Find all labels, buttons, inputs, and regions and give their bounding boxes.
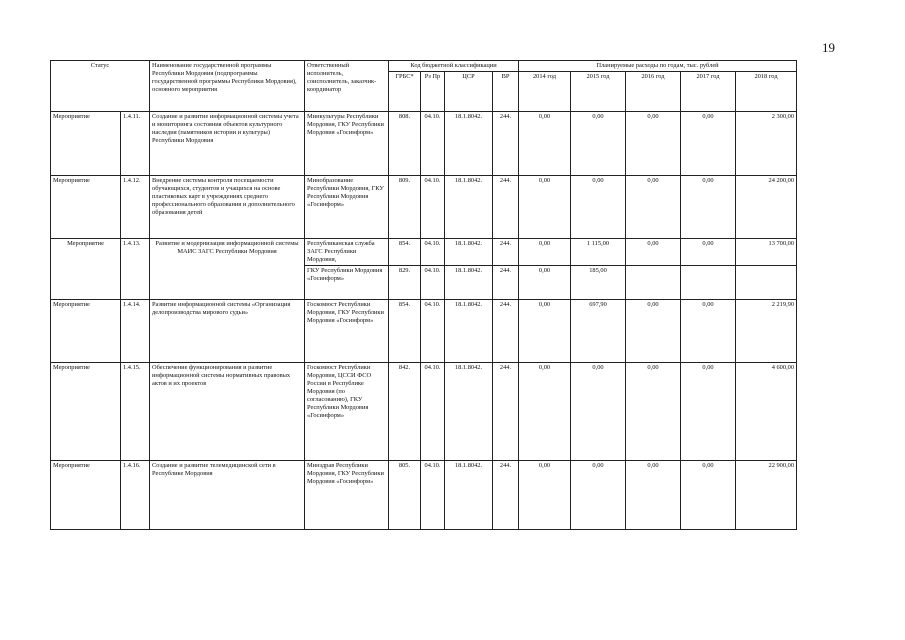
cell-rzpr: 04.10. [421, 112, 445, 176]
table-row [51, 300, 797, 363]
cell-grbs: 808. [389, 112, 421, 176]
row-responsible: Минздрав Республики Мордовия, ГКУ Республики Мордовия «Госинформ» [305, 461, 389, 530]
row-name: Создание и развитие информационной системы учета и мониторинга состояния объектов культурного наследия (памятников истории и культуры) Республики Мордовия [150, 112, 305, 176]
page-number: 19 [822, 40, 835, 55]
cell-2018: 4 600,00 [736, 363, 797, 461]
cell-2018: 2 300,00 [736, 112, 797, 176]
table-row [51, 176, 797, 239]
cell-2017: 0,00 [681, 363, 736, 461]
row-responsible: ГКУ Республики Мордовия «Госинформ» [305, 266, 389, 300]
cell-vr: 244. [493, 266, 519, 300]
cell-2015: 185,00 [571, 266, 626, 300]
cell-csr: 18.1.8042. [445, 239, 493, 266]
row-name: Развитие и модернизация информационной системы МАИС ЗАГС Республики Мордовия [150, 239, 305, 300]
row-responsible: Госкомюст Республики Мордовия, ГКУ Республики Мордовия «Госинформ» [305, 300, 389, 363]
row-responsible: Госкомюст Республики Мордовия, ЦССИ ФСО России в Республике Мордовия (по согласованию), ГКУ Республики Мордовия «Госинформ» [305, 363, 389, 461]
cell-2014: 0,00 [519, 239, 571, 266]
cell-2017: 0,00 [681, 112, 736, 176]
cell-2016: 0,00 [626, 239, 681, 266]
table-row [51, 461, 797, 530]
cell-rzpr: 04.10. [421, 239, 445, 266]
header-code-group: Код бюджетной классификации [389, 61, 519, 72]
cell-csr: 18.1.8042. [445, 300, 493, 363]
cell-csr: 18.1.8042. [445, 266, 493, 300]
header-2016: 2016 год [626, 72, 681, 112]
cell-rzpr: 04.10. [421, 300, 445, 363]
cell-2015: 0,00 [571, 363, 626, 461]
table-row [51, 112, 797, 176]
cell-2015: 697,90 [571, 300, 626, 363]
cell-rzpr: 04.10. [421, 266, 445, 300]
cell-2018: 13 700,00 [736, 239, 797, 266]
cell-2018: 22 900,00 [736, 461, 797, 530]
cell-vr: 244. [493, 112, 519, 176]
cell-2016: 0,00 [626, 300, 681, 363]
cell-2018 [736, 266, 797, 300]
cell-2016: 0,00 [626, 176, 681, 239]
cell-2014: 0,00 [519, 112, 571, 176]
row-responsible: Минкультуры Республики Мордовия, ГКУ Республики Мордовия «Госинформ» [305, 112, 389, 176]
row-status: Мероприятие [51, 461, 121, 530]
row-name: Внедрение системы контроля посещаемости обучающихся, студентов и учащихся на основе пластиковых карт в учреждениях среднего профессионального образования и дополнительного образования детей [150, 176, 305, 239]
header-name: Наименование государственной программы Республики Мордовия (подпрограммы государственной программы Республики Мордовия), основного мероприятия [150, 61, 305, 112]
cell-2014: 0,00 [519, 176, 571, 239]
row-number: 1.4.15. [121, 363, 150, 461]
cell-grbs: 809. [389, 176, 421, 239]
cell-2016: 0,00 [626, 461, 681, 530]
cell-2017: 0,00 [681, 239, 736, 266]
cell-vr: 244. [493, 363, 519, 461]
header-2015: 2015 год [571, 72, 626, 112]
row-name: Создание и развитие телемедицинской сети в Республике Мордовия [150, 461, 305, 530]
row-number: 1.4.16. [121, 461, 150, 530]
row-status: Мероприятие [51, 176, 121, 239]
row-status: Мероприятие [51, 300, 121, 363]
cell-2015: 1 115,00 [571, 239, 626, 266]
table-row [51, 363, 797, 461]
header-2017: 2017 год [681, 72, 736, 112]
header-rzpr: Рз Пр [421, 72, 445, 112]
row-name: Развитие информационной системы «Организация делопроизводства мирового судьи» [150, 300, 305, 363]
cell-2017: 0,00 [681, 300, 736, 363]
row-status: Мероприятие [51, 363, 121, 461]
cell-2015: 0,00 [571, 461, 626, 530]
cell-2018: 24 200,00 [736, 176, 797, 239]
row-name: Обеспечение функционирования и развитие информационной системы нормативных правовых актов и их проектов [150, 363, 305, 461]
cell-vr: 244. [493, 239, 519, 266]
header-grbs: ГРБС* [389, 72, 421, 112]
budget-table [50, 60, 797, 530]
header-expenses-group: Планируемые расходы по годам, тыс. рублей [519, 61, 797, 72]
cell-csr: 18.1.8042. [445, 176, 493, 239]
cell-csr: 18.1.8042. [445, 363, 493, 461]
cell-2017 [681, 266, 736, 300]
cell-2015: 0,00 [571, 112, 626, 176]
cell-2017: 0,00 [681, 176, 736, 239]
cell-grbs: 854. [389, 300, 421, 363]
cell-grbs: 805. [389, 461, 421, 530]
cell-2016: 0,00 [626, 112, 681, 176]
header-status: Статус [51, 61, 150, 112]
cell-grbs: 854. [389, 239, 421, 266]
row-responsible: Республиканская служба ЗАГС Республики Мордовия, [305, 239, 389, 266]
header-2018: 2018 год [736, 72, 797, 112]
cell-2014: 0,00 [519, 363, 571, 461]
header-vr: ВР [493, 72, 519, 112]
table-row [51, 239, 797, 266]
header-csr: ЦСР [445, 72, 493, 112]
cell-2014: 0,00 [519, 461, 571, 530]
cell-grbs: 829. [389, 266, 421, 300]
row-responsible: Минобразование Республики Мордовия, ГКУ Республики Мордовия «Госинформ» [305, 176, 389, 239]
row-number: 1.4.14. [121, 300, 150, 363]
row-number: 1.4.12. [121, 176, 150, 239]
header-responsible: Ответственный исполнитель, соисполнитель, заказчик-координатор [305, 61, 389, 112]
cell-rzpr: 04.10. [421, 363, 445, 461]
cell-grbs: 842. [389, 363, 421, 461]
cell-2015: 0,00 [571, 176, 626, 239]
row-number: 1.4.11. [121, 112, 150, 176]
cell-2016 [626, 266, 681, 300]
cell-rzpr: 04.10. [421, 176, 445, 239]
cell-2018: 2 219,90 [736, 300, 797, 363]
cell-2017: 0,00 [681, 461, 736, 530]
row-status: Мероприятие [51, 112, 121, 176]
cell-vr: 244. [493, 461, 519, 530]
cell-2014: 0,00 [519, 300, 571, 363]
cell-2016: 0,00 [626, 363, 681, 461]
row-number: 1.4.13. [121, 239, 150, 300]
header-2014: 2014 год [519, 72, 571, 112]
cell-2014: 0,00 [519, 266, 571, 300]
cell-csr: 18.1.8042. [445, 112, 493, 176]
row-status: Мероприятие [51, 239, 121, 300]
cell-csr: 18.1.8042. [445, 461, 493, 530]
cell-vr: 244. [493, 176, 519, 239]
cell-vr: 244. [493, 300, 519, 363]
cell-rzpr: 04.10. [421, 461, 445, 530]
